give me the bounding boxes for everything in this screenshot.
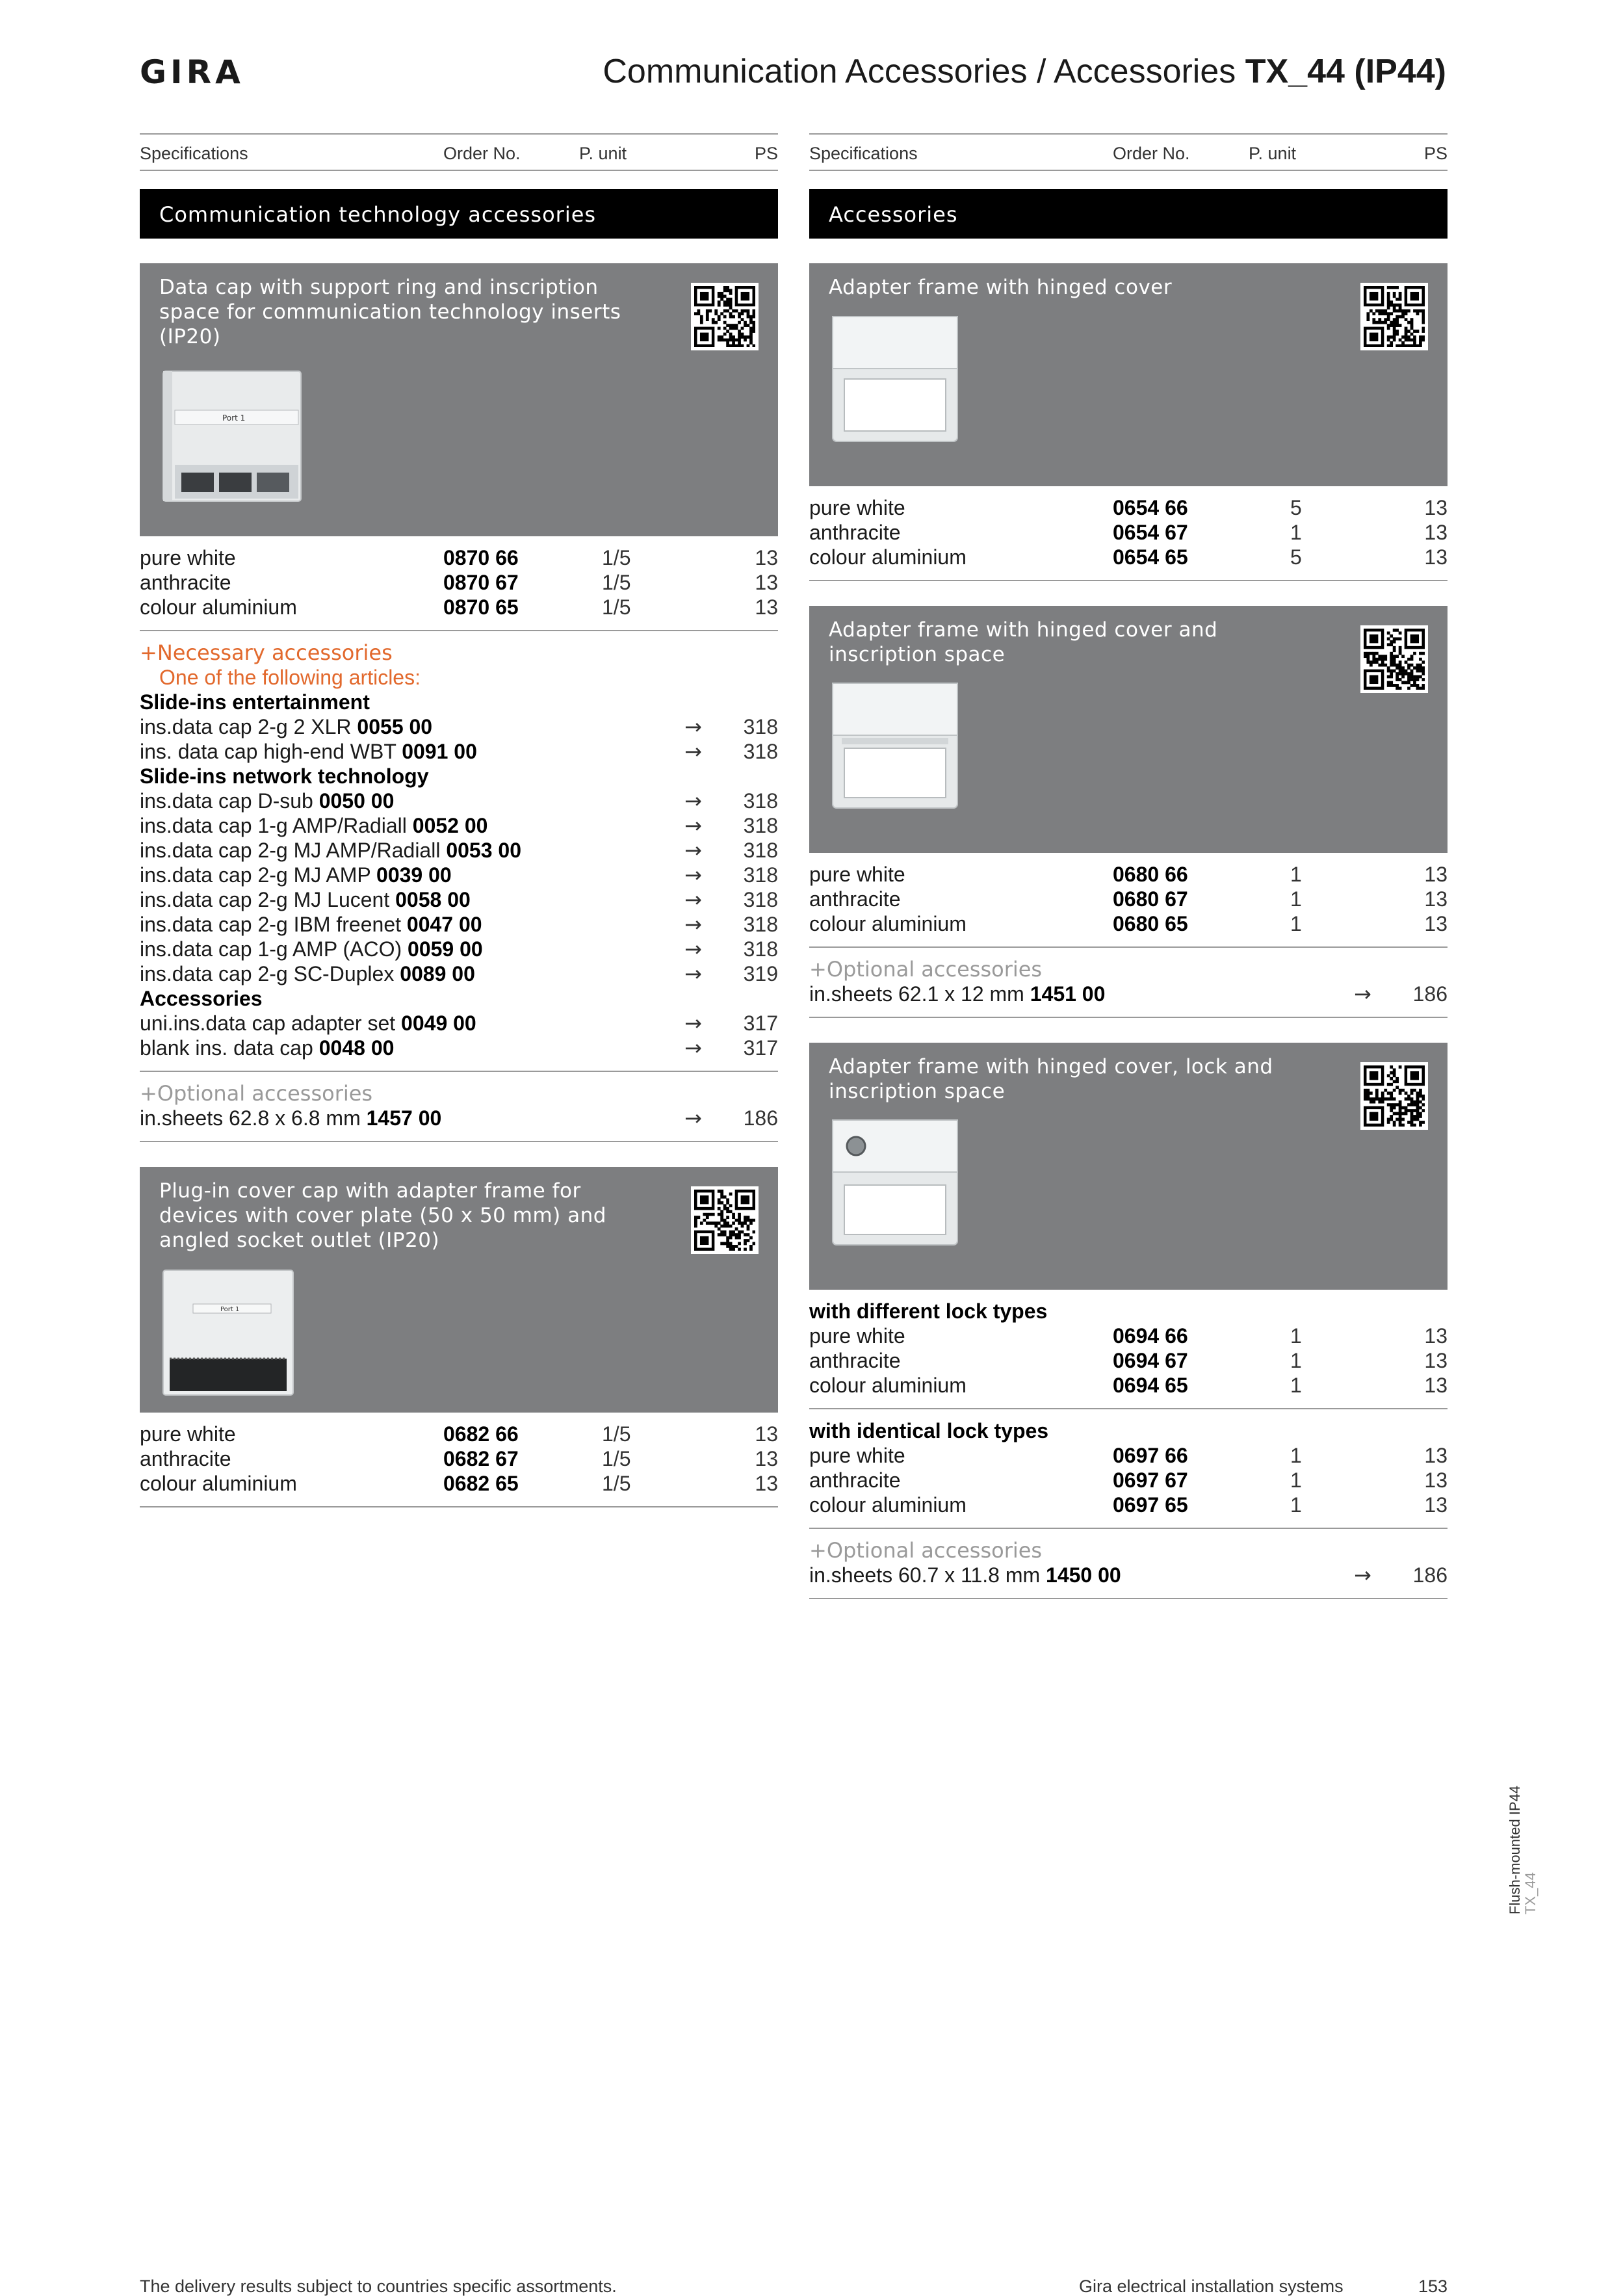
product-image-adapter-frame-lock [830, 1117, 960, 1247]
accessory-text: ins.data cap 2-g MJ Lucent 0058 00 [140, 888, 471, 911]
order-number: 0694 66 [1113, 1324, 1188, 1348]
plus-icon: + [140, 1081, 157, 1106]
variant-row [140, 545, 778, 570]
variant-colour: colour aluminium [809, 1493, 967, 1517]
variant-colour: colour aluminium [809, 1374, 967, 1397]
variant-rows [809, 1324, 1448, 1398]
page-ref: 13 [1424, 1468, 1448, 1492]
product-box-adapter-frame [809, 263, 1448, 486]
order-number: 0870 65 [443, 595, 519, 619]
accessory-text: blank ins. data cap 0048 00 [140, 1036, 395, 1060]
accessory-text: ins.data cap 1-g AMP/Radiall 0052 00 [140, 814, 488, 837]
arrow-right-icon: → [684, 912, 702, 937]
product-box-adapter-frame-inscription [809, 606, 1448, 853]
product-image-adapter-frame-inscription [830, 681, 960, 811]
arrow-right-icon: → [684, 1011, 702, 1036]
product-image-adapter-frame [830, 314, 960, 444]
variant-colour: anthracite [809, 1349, 901, 1372]
accessory-text: in.sheets 62.1 x 12 mm 1451 00 [809, 982, 1106, 1006]
packing-unit: 5 [1290, 496, 1302, 519]
column-header: Specifications Order No. P. unit PS [140, 133, 778, 171]
accessory-text: in.sheets 60.7 x 11.8 mm 1450 00 [809, 1563, 1121, 1587]
variant-rows [809, 862, 1448, 936]
accessory-text: ins.data cap 2-g MJ AMP 0039 00 [140, 863, 452, 887]
accessory-item[interactable] [140, 1011, 778, 1036]
page-ref: 319 [743, 962, 778, 985]
packing-unit: 1 [1290, 521, 1302, 544]
variant-colour: anthracite [809, 1468, 901, 1492]
accessory-item[interactable] [140, 1106, 778, 1130]
plus-icon: + [809, 957, 827, 982]
accessory-text: ins.data cap 2-g IBM freenet 0047 00 [140, 913, 482, 936]
subheading: with identical lock types [809, 1419, 1049, 1442]
accessory-item[interactable] [140, 937, 778, 961]
variant-colour: anthracite [140, 1447, 231, 1470]
page-ref: 318 [743, 715, 778, 738]
page-ref: 317 [743, 1036, 778, 1060]
arrow-right-icon: → [684, 937, 702, 961]
variant-row [809, 862, 1448, 887]
accessory-item[interactable] [809, 1563, 1448, 1587]
accessory-item[interactable] [140, 714, 778, 739]
variant-row [809, 495, 1448, 520]
order-number: 0682 65 [443, 1472, 519, 1495]
arrow-right-icon: → [684, 1036, 702, 1060]
page-number: 153 [1418, 2276, 1448, 2296]
packing-unit: 1 [1290, 1468, 1302, 1492]
gira-logo: GIRA [140, 53, 244, 91]
accessories-heading: +Optional accessories [809, 957, 1043, 982]
page-ref: 13 [755, 1422, 778, 1446]
packing-unit: 1/5 [602, 546, 631, 569]
optional-accessories [809, 957, 1448, 1006]
packing-unit: 1/5 [602, 595, 631, 619]
page-ref: 318 [743, 839, 778, 862]
packing-unit: 5 [1290, 545, 1302, 569]
accessory-text: ins.data cap 2-g MJ AMP/Radiall 0053 00 [140, 839, 521, 862]
page-ref: 13 [755, 595, 778, 619]
accessory-text: ins. data cap high-end WBT 0091 00 [140, 740, 477, 763]
page-title: Communication Accessories / Accessories TX_44 (IP44) [603, 53, 1446, 90]
arrow-right-icon: → [684, 789, 702, 813]
side-label: Flush-mounted IP44 TX_44 [1507, 1785, 1539, 1914]
variant-row [140, 1422, 778, 1446]
variant-row [809, 520, 1448, 545]
page-ref: 318 [743, 814, 778, 837]
optional-accessories [809, 1538, 1448, 1587]
variant-colour: pure white [809, 1324, 905, 1348]
arrow-right-icon: → [684, 1106, 702, 1130]
page-ref: 318 [743, 740, 778, 763]
page-ref: 13 [1424, 1493, 1448, 1517]
packing-unit: 1 [1290, 863, 1302, 886]
accessories-heading: +Optional accessories [809, 1538, 1043, 1563]
section-bar: Accessories [809, 189, 1448, 239]
packing-unit: 1 [1290, 912, 1302, 935]
variant-colour: pure white [809, 863, 905, 886]
order-number: 0654 67 [1113, 521, 1188, 544]
footer-note: The delivery results subject to countries specific assortments. [140, 2276, 617, 2296]
footer-brand: Gira electrical installation systems [1079, 2276, 1344, 2296]
variant-rows [809, 1443, 1448, 1517]
page-ref: 13 [755, 1447, 778, 1470]
arrow-right-icon: → [1354, 982, 1371, 1006]
page-ref: 318 [743, 863, 778, 887]
product-box-data-cap [140, 263, 778, 536]
page-ref: 186 [743, 1106, 778, 1130]
variant-rows [140, 545, 778, 620]
product-image-data-cap [161, 367, 305, 505]
packing-unit: 1 [1290, 1444, 1302, 1467]
arrow-right-icon: → [684, 838, 702, 863]
page-ref: 13 [1424, 521, 1448, 544]
arrow-right-icon: → [684, 813, 702, 838]
arrow-right-icon: → [684, 887, 702, 912]
order-number: 0680 65 [1113, 912, 1188, 935]
variant-row [140, 1446, 778, 1471]
left-column [140, 133, 778, 1507]
order-number: 0654 65 [1113, 545, 1188, 569]
qr-code-icon[interactable] [691, 1186, 759, 1254]
qr-code-icon[interactable] [1360, 1062, 1428, 1130]
packing-unit: 1 [1290, 1324, 1302, 1348]
variant-colour: colour aluminium [140, 595, 297, 619]
product-title: Plug-in cover cap with adapter frame for devices with cover plate (50 x 50 mm) and angled socket outlet (IP20) [159, 1179, 606, 1252]
page-ref: 13 [1424, 1444, 1448, 1467]
plus-icon: + [809, 1538, 827, 1563]
packing-unit: 1 [1290, 1374, 1302, 1397]
product-box-adapter-frame-lock [809, 1043, 1448, 1290]
optional-accessories [140, 1081, 778, 1130]
variant-colour: anthracite [809, 887, 901, 911]
variant-colour: pure white [140, 1422, 236, 1446]
page-ref: 13 [1424, 1349, 1448, 1372]
product-title: Adapter frame with hinged cover and inscription space [829, 618, 1218, 666]
accessory-text: ins.data cap 2-g 2 XLR 0055 00 [140, 715, 433, 738]
variant-row [809, 887, 1448, 911]
variant-colour: colour aluminium [809, 545, 967, 569]
product-title: Data cap with support ring and inscription space for communication technology inserts (IP20) [159, 276, 621, 348]
accessory-item[interactable] [140, 912, 778, 937]
accessory-item[interactable] [140, 1036, 778, 1060]
page-ref: 186 [1412, 982, 1448, 1006]
right-column [809, 133, 1448, 1599]
page-ref: 13 [1424, 912, 1448, 935]
product-title: Adapter frame with hinged cover, lock and inscription space [829, 1055, 1273, 1103]
packing-unit: 1/5 [602, 1472, 631, 1495]
variant-colour: colour aluminium [809, 912, 967, 935]
variant-colour: anthracite [140, 571, 231, 594]
order-number: 0697 66 [1113, 1444, 1188, 1467]
order-number: 0682 67 [443, 1447, 519, 1470]
variant-row [809, 911, 1448, 936]
page-ref: 318 [743, 913, 778, 936]
accessory-group-heading: Accessories [140, 987, 263, 1010]
packing-unit: 1/5 [602, 1447, 631, 1470]
order-number: 0682 66 [443, 1422, 519, 1446]
order-number: 0654 66 [1113, 496, 1188, 519]
product-title: Adapter frame with hinged cover [829, 276, 1173, 299]
variant-row [809, 1493, 1448, 1517]
order-number: 0694 67 [1113, 1349, 1188, 1372]
packing-unit: 1 [1290, 1349, 1302, 1372]
subheading: with different lock types [809, 1299, 1048, 1323]
column-header: Specifications Order No. P. unit PS [809, 133, 1448, 171]
accessory-item[interactable] [140, 739, 778, 764]
accessory-item[interactable] [140, 838, 778, 863]
order-number: 0680 66 [1113, 863, 1188, 886]
accessory-item[interactable] [140, 887, 778, 912]
variant-colour: colour aluminium [140, 1472, 297, 1495]
order-number: 0680 67 [1113, 887, 1188, 911]
packing-unit: 1 [1290, 887, 1302, 911]
variant-row [809, 1373, 1448, 1398]
variant-colour: pure white [809, 1444, 905, 1467]
order-number: 0697 65 [1113, 1493, 1188, 1517]
arrow-right-icon: → [684, 961, 702, 986]
accessory-item[interactable] [140, 961, 778, 986]
variant-colour: pure white [140, 546, 236, 569]
page-ref: 13 [755, 1472, 778, 1495]
variant-colour: anthracite [809, 521, 901, 544]
page-ref: 13 [755, 546, 778, 569]
arrow-right-icon: → [684, 863, 702, 887]
variant-row [809, 1324, 1448, 1348]
variant-colour: pure white [809, 496, 905, 519]
page-ref: 317 [743, 1011, 778, 1035]
order-number: 0870 66 [443, 546, 519, 569]
product-box-plug-in-cover [140, 1167, 778, 1413]
necessary-accessories [140, 640, 778, 1060]
accessory-group-heading: Slide-ins network technology [140, 764, 429, 788]
arrow-right-icon: → [684, 714, 702, 739]
page-ref: 318 [743, 937, 778, 961]
variant-row [809, 545, 1448, 569]
variant-rows [140, 1422, 778, 1496]
page-ref: 318 [743, 789, 778, 813]
page-ref: 13 [1424, 496, 1448, 519]
page-ref: 318 [743, 888, 778, 911]
page-ref: 13 [1424, 1374, 1448, 1397]
accessory-text: ins.data cap 1-g AMP (ACO) 0059 00 [140, 937, 483, 961]
accessory-item[interactable] [140, 813, 778, 838]
variant-row [809, 1443, 1448, 1468]
accessory-item[interactable] [140, 789, 778, 813]
page-ref: 13 [1424, 545, 1448, 569]
accessory-text: ins.data cap D-sub 0050 00 [140, 789, 395, 813]
qr-code-icon[interactable] [1360, 283, 1428, 350]
section-bar: Communication technology accessories [140, 189, 778, 239]
variant-rows [809, 495, 1448, 569]
plus-icon: + [140, 640, 157, 665]
arrow-right-icon: → [684, 739, 702, 764]
accessories-heading: +Necessary accessories [140, 640, 393, 665]
packing-unit: 1/5 [602, 571, 631, 594]
svg-text:Port 1: Port 1 [222, 413, 246, 423]
accessory-item[interactable] [809, 982, 1448, 1006]
accessory-text: in.sheets 62.8 x 6.8 mm 1457 00 [140, 1106, 442, 1130]
qr-code-icon[interactable] [1360, 625, 1428, 693]
variant-row [140, 1471, 778, 1496]
order-number: 0697 67 [1113, 1468, 1188, 1492]
variant-row [809, 1348, 1448, 1373]
accessories-heading: +Optional accessories [140, 1081, 373, 1106]
accessory-text: ins.data cap 2-g SC-Duplex 0089 00 [140, 962, 475, 985]
variant-row [809, 1468, 1448, 1493]
packing-unit: 1 [1290, 1493, 1302, 1517]
accessory-group-heading: Slide-ins entertainment [140, 690, 370, 714]
product-image-plug-in-cover [161, 1268, 297, 1398]
variant-row [140, 570, 778, 595]
order-number: 0870 67 [443, 571, 519, 594]
accessories-subheading: One of the following articles: [159, 666, 421, 689]
page-ref: 13 [1424, 887, 1448, 911]
accessory-item[interactable] [140, 863, 778, 887]
variant-row [140, 595, 778, 620]
svg-text:Port 1: Port 1 [220, 1306, 240, 1313]
page-ref: 13 [755, 571, 778, 594]
page-ref: 13 [1424, 863, 1448, 886]
page-ref: 13 [1424, 1324, 1448, 1348]
accessory-text: uni.ins.data cap adapter set 0049 00 [140, 1011, 476, 1035]
arrow-right-icon: → [1354, 1563, 1371, 1587]
page-ref: 186 [1412, 1563, 1448, 1587]
packing-unit: 1/5 [602, 1422, 631, 1446]
qr-code-icon[interactable] [691, 283, 759, 350]
order-number: 0694 65 [1113, 1374, 1188, 1397]
